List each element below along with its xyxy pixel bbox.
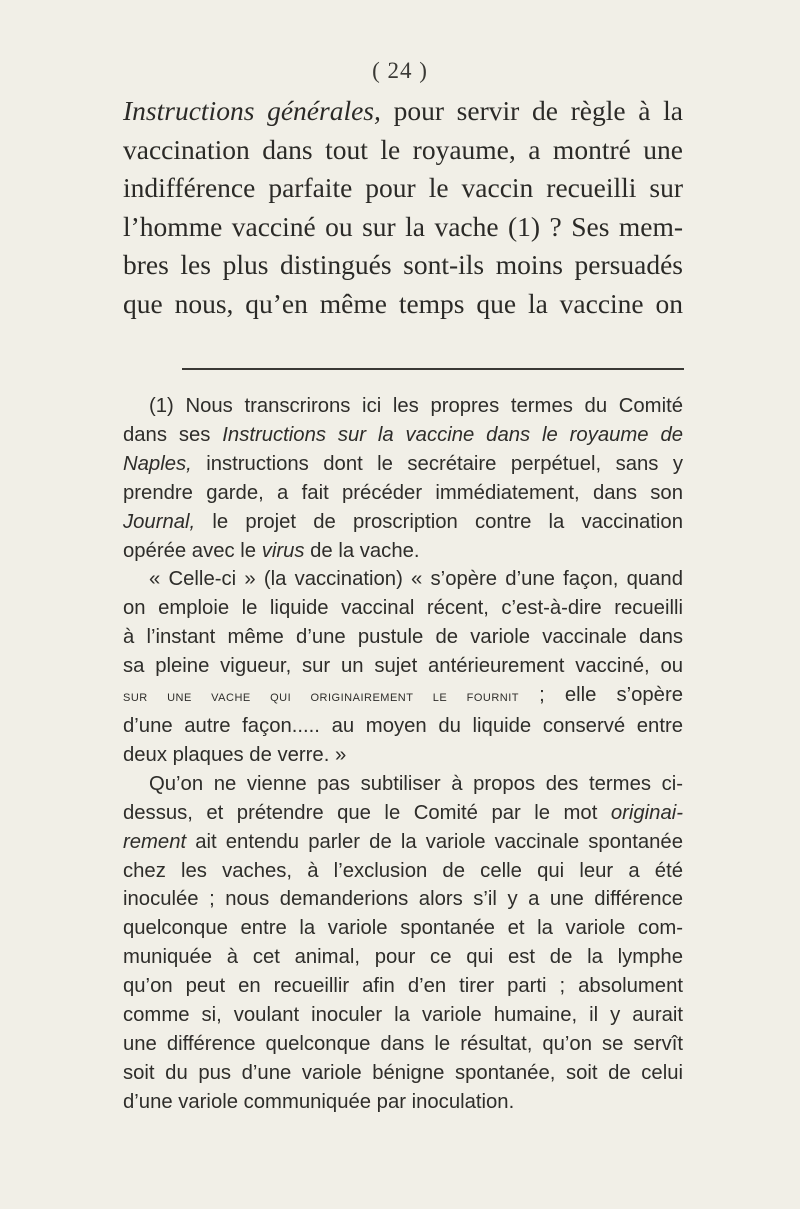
footnote-line: qu’on peut en recueillir afin d’en tirer parti ; absolument	[123, 975, 683, 998]
footnote-line: Naples, instructions dont le secrétaire perpétuel, sans y	[123, 452, 683, 475]
main-line-2: vaccination dans tout le royaume, a montré une	[123, 133, 683, 165]
footnote-line: deux plaques de verre. »	[123, 743, 347, 766]
main-text	[123, 92, 683, 324]
page-number: ( 24 )	[372, 58, 428, 83]
footnote-line: sur une vache qui originairement le fournit ; elle s’opère	[123, 684, 683, 707]
footnote-line: à l’instant même d’une pustule de variole vaccinale dans	[123, 626, 683, 649]
footnote-line: opérée avec le virus de la vache.	[123, 539, 420, 562]
main-line-5: bres les plus distingués sont-ils moins persuadés	[123, 249, 683, 281]
footnote-line: « Celle-ci » (la vaccination) « s’opère d’une façon, quand	[149, 568, 683, 591]
footnote-line: comme si, voulant inoculer la variole humaine, il y aurait	[123, 1004, 683, 1027]
footnote-line: chez les vaches, à l’exclusion de celle qui leur a été	[123, 859, 683, 882]
footnote-line: rement ait entendu parler de la variole vaccinale spontanée	[123, 830, 683, 853]
main-line-3: indifférence parfaite pour le vaccin recueilli sur	[123, 172, 683, 204]
main-line-4: l’homme vacciné ou sur la vache (1) ? Ses mem-	[123, 210, 683, 242]
footnote-line: d’une autre façon..... au moyen du liquide conservé entre	[123, 714, 683, 737]
footnote-line: sa pleine vigueur, sur un sujet antérieurement vacciné, ou	[123, 655, 683, 678]
footnote-line: prendre garde, a fait précéder immédiatement, dans son	[123, 481, 683, 504]
footnote-line: une différence quelconque dans le résultat, qu’on se servît	[123, 1032, 683, 1055]
footnote-line: dans ses Instructions sur la vaccine dans le royaume de	[123, 423, 684, 446]
footnote-line: inoculée ; nous demanderions alors s’il y a une différence	[123, 888, 683, 911]
footnote-line: soit du pus d’une variole bénigne spontanée, soit de celui	[123, 1061, 683, 1084]
footnote-line: Qu’on ne vienne pas subtiliser à propos des termes ci-	[149, 772, 683, 795]
main-line-1: Instructions générales, pour servir de règle à la	[123, 95, 683, 126]
footnote-line: dessus, et prétendre que le Comité par le mot originai-	[123, 801, 683, 824]
footnote-line: on emploie le liquide vaccinal récent, c’est-à-dire recueilli	[123, 597, 683, 620]
footnote-line: Journal, le projet de proscription contre la vaccination	[123, 510, 683, 533]
footnote	[123, 392, 683, 1117]
footnote-line: quelconque entre la variole spontanée et la variole com-	[123, 917, 683, 940]
main-line-6: que nous, qu’en même temps que la vaccine on	[123, 287, 683, 319]
footnote-line: d’une variole communiquée par inoculation.	[123, 1090, 515, 1113]
footnote-divider	[182, 368, 684, 370]
main-title-italic: Instructions générales,	[123, 95, 381, 126]
footnote-line: muniquée à cet animal, pour ce qui est de la lymphe	[123, 946, 683, 969]
footnote-line: (1) Nous transcrirons ici les propres termes du Comité	[149, 395, 683, 417]
